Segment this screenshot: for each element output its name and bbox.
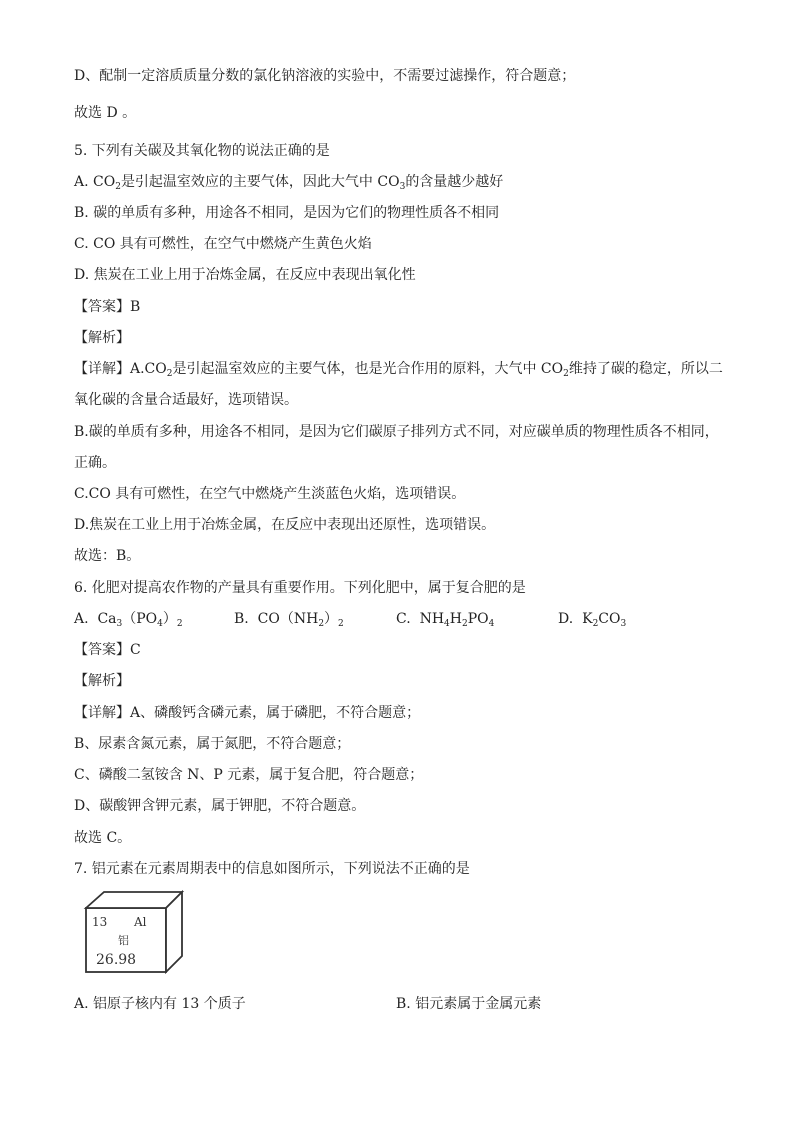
detail-line: D、碳酸钾含钾元素，属于钾肥，不符合题意。 (74, 798, 366, 814)
question-5-option-c: C. CO 具有可燃性，在空气中燃烧产生黄色火焰 (74, 236, 372, 252)
option-label: C. (396, 611, 411, 627)
question-7-option-a: A. 铝原子核内有 13 个质子 (74, 996, 246, 1012)
answer-label: 【答案】B (74, 299, 141, 315)
detail-line: 正确。 (74, 455, 116, 471)
subscript: 3 (620, 619, 627, 629)
subscript: 2 (338, 619, 344, 629)
detail-line: B、尿素含氮元素，属于氮肥，不符合题意； (74, 736, 351, 752)
option-label: A. (74, 611, 89, 627)
formula-part: K (582, 611, 593, 627)
subscript: 4 (157, 619, 163, 629)
element-symbol: Al (134, 915, 147, 929)
formula-part: H (449, 611, 462, 627)
detail-line: B.碳的单质有多种，用途各不相同，是因为它们碳原子排列方式不同，对应碳单质的物理性质各不相同， (74, 424, 719, 440)
subscript: 2 (592, 619, 599, 629)
subscript: 4 (488, 619, 495, 629)
formula-part: CO（NH (257, 611, 319, 627)
formula-part: （PO (122, 611, 158, 627)
detail-line (74, 359, 723, 379)
formula-part: ） (162, 611, 177, 627)
text-line: D、配制一定溶质质量分数的氯化钠溶液的实验中，不需要过滤操作，符合题意； (74, 68, 576, 84)
detail-line: 【详解】A、磷酸钙含磷元素，属于磷肥，不符合题意； (74, 705, 421, 721)
analysis-label: 【解析】 (74, 673, 130, 689)
subscript: 2 (176, 619, 183, 629)
subscript: 2 (166, 369, 173, 379)
choose-line: 故选：B。 (74, 548, 141, 564)
option-label: B. (234, 611, 249, 627)
question-6-option-b (234, 609, 344, 629)
text-line: 故选 D 。 (74, 105, 137, 121)
subscript: 2 (115, 182, 121, 192)
subscript: 2 (563, 369, 569, 379)
subscript: 3 (399, 182, 406, 192)
text-span: 维持了碳的稳定，所以二 (568, 361, 723, 377)
choose-line: 故选 C。 (74, 830, 132, 846)
answer-label: 【答案】C (74, 642, 141, 658)
question-6-stem: 6. 化肥对提高农作物的产量具有重要作用。下列化肥中，属于复合肥的是 (74, 580, 526, 596)
atomic-mass: 26.98 (96, 952, 137, 968)
text-span: 是引起温室效应的主要气体，因此大气中 CO (120, 174, 400, 190)
option-label: D. (558, 611, 574, 627)
detail-line: C、磷酸二氢铵含 N、P 元素，属于复合肥，符合题意； (74, 767, 424, 783)
aluminum-element-card (82, 888, 186, 978)
question-5-option-b: B. 碳的单质有多种，用途各不相同，是因为它们的物理性质各不相同 (74, 205, 500, 221)
text-span: A. CO (74, 174, 116, 190)
question-6-option-d (558, 609, 626, 629)
question-5-option-d: D. 焦炭在工业上用于冶炼金属，在反应中表现出氧化性 (74, 267, 416, 283)
question-7-stem: 7. 铝元素在元素周期表中的信息如图所示，下列说法不正确的是 (74, 861, 470, 877)
formula-part: PO (467, 611, 489, 627)
atomic-number: 13 (92, 915, 108, 929)
question-5-stem: 5. 下列有关碳及其氧化物的说法正确的是 (74, 143, 330, 159)
subscript: 2 (462, 619, 468, 629)
subscript: 3 (116, 619, 123, 629)
text-span: 是引起温室效应的主要气体，也是光合作用的原料，大气中 CO (172, 361, 564, 377)
subscript: 2 (318, 619, 325, 629)
text-span: 的含量越少越好 (405, 174, 504, 190)
formula-part: ） (324, 611, 339, 627)
subscript: 4 (444, 619, 450, 629)
question-6-option-a (74, 609, 183, 629)
element-name: 铝 (118, 934, 129, 947)
question-5-option-a (74, 172, 503, 192)
detail-line: 氧化碳的含量合适最好，选项错误。 (74, 392, 298, 408)
detail-line: D.焦炭在工业上用于冶炼金属，在反应中表现出还原性，选项错误。 (74, 517, 496, 533)
text-span: 【详解】A.CO (74, 361, 167, 377)
question-7-option-b: B. 铝元素属于金属元素 (396, 996, 542, 1012)
analysis-label: 【解析】 (74, 330, 130, 346)
detail-line: C.CO 具有可燃性，在空气中燃烧产生淡蓝色火焰，选项错误。 (74, 486, 466, 502)
formula-part: CO (598, 611, 621, 627)
formula-part: NH (419, 611, 445, 627)
formula-part: Ca (97, 611, 117, 627)
question-6-option-c (396, 609, 494, 629)
